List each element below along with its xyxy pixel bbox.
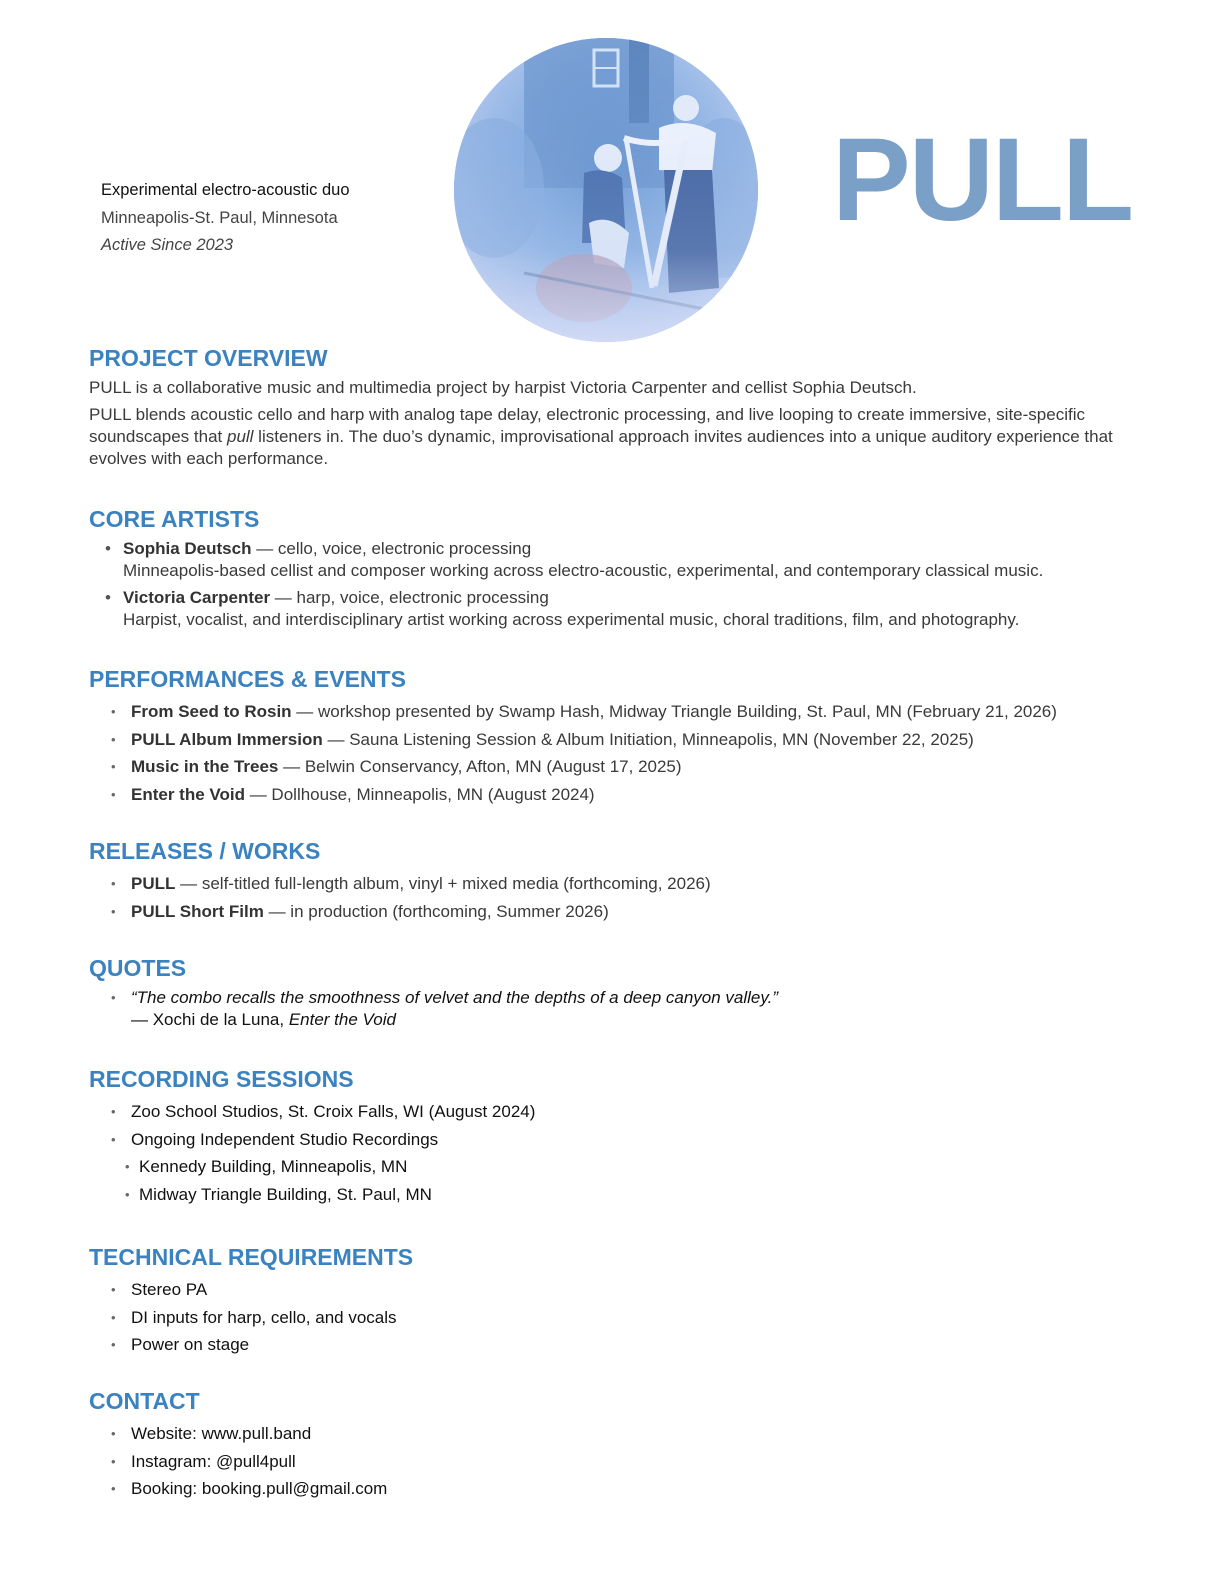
section-quotes bbox=[89, 954, 1129, 1031]
list-item bbox=[111, 726, 1129, 754]
list-item bbox=[111, 870, 1129, 898]
event-title: Music in the Trees bbox=[131, 757, 279, 776]
duo-photo bbox=[454, 38, 758, 342]
contact-label: Website: bbox=[131, 1424, 202, 1443]
section-heading: QUOTES bbox=[89, 955, 187, 981]
event-title: PULL Album Immersion bbox=[131, 729, 323, 749]
recording-list bbox=[89, 1098, 1129, 1208]
section-heading: TECHNICAL REQUIREMENTS bbox=[89, 1244, 414, 1270]
contact-label: Booking: bbox=[131, 1479, 202, 1498]
event-detail: — Dollhouse, Minneapolis, MN (August 2024) bbox=[244, 784, 595, 804]
artist-list bbox=[89, 538, 1129, 631]
list-item bbox=[111, 753, 1129, 781]
event-title: Enter the Void bbox=[131, 784, 245, 804]
list-item bbox=[111, 781, 1129, 809]
section-contact bbox=[89, 1387, 1129, 1503]
artist-role: — cello, voice, electronic processing bbox=[251, 539, 532, 558]
section-performances bbox=[89, 665, 1129, 808]
performance-list bbox=[89, 698, 1129, 808]
contact-website bbox=[111, 1420, 1129, 1448]
section-heading: RECORDING SESSIONS bbox=[89, 1066, 354, 1092]
event-detail: — Belwin Conservancy, Afton, MN (August 17, 2025) bbox=[278, 757, 682, 776]
list-item bbox=[111, 698, 1129, 726]
event-detail: — workshop presented by Swamp Hash, Midway Triangle Building, St. Paul, MN (February 21, 2026) bbox=[291, 702, 1057, 721]
website-link[interactable]: www.pull.band bbox=[201, 1424, 312, 1443]
active-since: Active Since 2023 bbox=[101, 236, 234, 254]
event-title: From Seed to Rosin bbox=[131, 702, 292, 721]
contact-list bbox=[89, 1420, 1129, 1503]
event-detail: — Sauna Listening Session & Album Initiation, Minneapolis, MN (November 22, 2025) bbox=[322, 729, 974, 749]
section-recording-sessions bbox=[89, 1065, 1129, 1208]
artist-item bbox=[105, 587, 1129, 631]
artist-role: — harp, voice, electronic processing bbox=[270, 588, 549, 607]
photo-illustration bbox=[454, 38, 758, 342]
overview-paragraph-1: PULL is a collaborative music and multimedia project by harpist Victoria Carpenter and cellist Sophia Deutsch. bbox=[89, 378, 917, 397]
text: PULL blends acoustic cello and harp with analog tape delay, electronic processing, and live looping to create immersive, site-specific soundscapes that bbox=[89, 405, 1085, 446]
tagline: Experimental electro-acoustic duo bbox=[101, 181, 350, 199]
list-item: • Zoo School Studios, St. Croix Falls, WI (August 2024) bbox=[111, 1098, 1129, 1126]
quote-attribution bbox=[131, 1009, 1129, 1031]
header-tagline-block bbox=[101, 177, 350, 260]
artist-bio: Harpist, vocalist, and interdisciplinary artist working across experimental music, choral traditions, film, and photography. bbox=[123, 610, 1020, 629]
release-title: PULL Short Film bbox=[131, 901, 264, 921]
quote-text: “The combo recalls the smoothness of velvet and the depths of a deep canyon valley.” bbox=[131, 988, 778, 1007]
brand-title: PULL bbox=[832, 114, 1133, 246]
section-heading: PROJECT OVERVIEW bbox=[89, 345, 328, 371]
sub-list-item: • Midway Triangle Building, St. Paul, MN bbox=[111, 1181, 1129, 1209]
contact-instagram bbox=[111, 1448, 1129, 1476]
release-detail: — self-titled full-length album, vinyl + mixed media (forthcoming, 2026) bbox=[175, 874, 711, 893]
release-detail: — in production (forthcoming, Summer 2026) bbox=[263, 901, 609, 921]
list-item: • Power on stage bbox=[111, 1331, 1129, 1359]
attribution-source: Enter the Void bbox=[288, 1010, 396, 1029]
list-item: • Stereo PA bbox=[111, 1276, 1129, 1304]
section-heading: CORE ARTISTS bbox=[89, 506, 260, 532]
section-heading: CONTACT bbox=[89, 1388, 200, 1414]
artist-bio: Minneapolis-based cellist and composer working across electro-acoustic, experimental, and contemporary classical music. bbox=[123, 561, 1044, 580]
emphasis-pull: pull bbox=[226, 427, 254, 446]
contact-label: Instagram: bbox=[131, 1451, 217, 1471]
instagram-handle[interactable]: @pull4pull bbox=[216, 1451, 296, 1471]
quote-item bbox=[111, 987, 1129, 1031]
location: Minneapolis-St. Paul, Minnesota bbox=[101, 208, 338, 227]
section-core-artists bbox=[89, 505, 1129, 636]
section-project-overview bbox=[89, 344, 1129, 475]
overview-paragraph-2 bbox=[89, 404, 1129, 470]
artist-name: Sophia Deutsch bbox=[123, 539, 252, 558]
artist-item bbox=[105, 538, 1129, 582]
section-releases bbox=[89, 837, 1129, 925]
attribution-author: — Xochi de la Luna, bbox=[131, 1010, 289, 1029]
section-heading: RELEASES / WORKS bbox=[89, 838, 321, 864]
contact-booking bbox=[111, 1475, 1129, 1503]
quote-list bbox=[89, 987, 1129, 1031]
booking-email[interactable]: booking.pull@gmail.com bbox=[201, 1479, 388, 1498]
list-item bbox=[111, 898, 1129, 926]
sub-list-item: • Kennedy Building, Minneapolis, MN bbox=[111, 1153, 1129, 1181]
artist-name: Victoria Carpenter bbox=[123, 588, 271, 607]
section-technical-requirements bbox=[89, 1243, 1129, 1359]
release-title: PULL bbox=[131, 874, 176, 893]
text: listeners in. The duo’s dynamic, improvisational approach invites audiences into a unique auditory experience that evolves with each performance. bbox=[89, 427, 1113, 468]
release-list bbox=[89, 870, 1129, 925]
list-item: • DI inputs for harp, cello, and vocals bbox=[111, 1304, 1129, 1332]
section-heading: PERFORMANCES & EVENTS bbox=[89, 666, 406, 692]
list-item: • Ongoing Independent Studio Recordings bbox=[111, 1126, 1129, 1154]
technical-list bbox=[89, 1276, 1129, 1359]
